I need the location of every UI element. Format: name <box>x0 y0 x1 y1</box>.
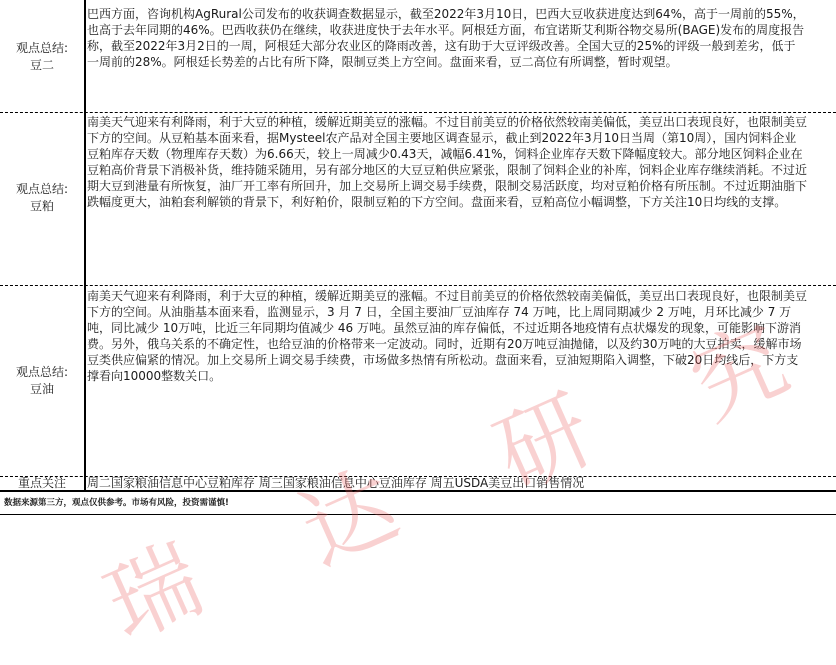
focus-text: 周二国家粮油信息中心豆粕库存 周三国家粮油信息中心豆油库存 周五USDA美豆出口销售情况 <box>87 476 585 490</box>
section-soybean-no2 <box>0 0 836 112</box>
section-label <box>0 181 84 215</box>
section-label-product: 豆二 <box>29 58 54 72</box>
focus-label: 重点关注 <box>17 476 66 490</box>
column-divider <box>84 0 86 490</box>
section-soybean-oil <box>0 286 836 476</box>
section-label-title: 观点总结: <box>15 182 69 196</box>
section-label-product: 豆油 <box>29 382 54 396</box>
disclaimer: 数据来源第三方，观点仅供参考。市场有风险，投资需谨慎! <box>4 498 229 508</box>
section-text: 南美天气迎来有利降雨，利于大豆的种植，缓解近期美豆的涨幅。不过目前美豆的价格依然较南美偏低，美豆出口表现良好，也限制美豆下方的空间。从油脂基本面来看，监测显示，3 月 7 日，全国主要油厂豆油库存 74 万吨，比上周同期减少 2 万吨，月环比减少 7 万吨，同比减少 10万吨，比近三年同期均值减少 46 万吨。虽然豆油的库存偏低，不过近期各地疫情有点状爆发的现象，可能影响下游消费。另外，俄乌关系的不确定性，也给豆油的价格带来一定波动。同时，近期有20万吨豆油抛储，以及约30万吨的大豆拍卖，缓解市场豆类供应偏紧的情况。加上交易所上调交易手续费，市场做多热情有所松动。盘面来看，豆油短期陷入调整，下破20日均线后，下方支撑看向10000整数关口。 <box>87 289 808 383</box>
section-label <box>0 364 84 398</box>
watermark-char: 究 <box>675 305 803 441</box>
section-text: 巴西方面，咨询机构AgRural公司发布的收获调查数据显示，截至2022年3月10日，巴西大豆收获进度达到64%，高于一周前的55%，也高于去年同期的46%。巴西收获仍在继续，收获进度快于去年水平。阿根廷方面，布宜诺斯艾利斯谷物交易所(BAGE)发布的周度报告称，截至2022年3月2日的一周，阿根廷大部分农业区的降雨改善，这有助于大豆评级改善。全国大豆的25%的评级一般到差劣，低于一周前的28%。阿根廷长势差的占比有所下降，限制豆类上方空间。盘面来看，豆二高位有所调整，暂时观望。 <box>87 7 805 69</box>
watermark-char: 瑞 <box>90 525 218 661</box>
section-label <box>0 40 84 74</box>
table-bottom-border <box>0 490 836 492</box>
section-label-title: 观点总结: <box>15 365 69 379</box>
watermark-char: 达 <box>285 450 413 586</box>
section-label-product: 豆粕 <box>29 199 54 213</box>
focus-row <box>0 477 836 490</box>
section-text: 南美天气迎来有利降雨，利于大豆的种植，缓解近期美豆的涨幅。不过目前美豆的价格依然较南美偏低，美豆出口表现良好，也限制美豆下方的空间。从豆粕基本面来看，据Mysteel农产品对全国主要地区调查显示，截止到2022年3月10日当周（第10周），国内饲料企业豆粕库存天数（物理库存天数）为6.66天，较上一周减少0.43天，减幅6.41%，饲料企业库存天数下降幅度较大。部分地区饲料企业在豆粕高价背景下消极补货，维持随采随用，另有部分地区的大豆豆粕供应紧张，限制了饲料企业的补库，饲料企业库存继续消耗。不过近期大豆到港量有所恢复，油厂开工率有所回升，加上交易所上调交易手续费，限制交易活跃度，均对豆粕价格有所压制。不过近期油脂下跌幅度更大，油粕套利解锁的背景下，利好粕价，限制豆粕的下方空间。盘面来看，豆粕高位小幅调整，下方关注10日均线的支撑。 <box>87 115 808 209</box>
watermark-char: 研 <box>480 375 608 511</box>
section-label-title: 观点总结: <box>15 41 69 55</box>
section-soybean-meal <box>0 113 836 285</box>
footer-rule <box>0 514 836 515</box>
